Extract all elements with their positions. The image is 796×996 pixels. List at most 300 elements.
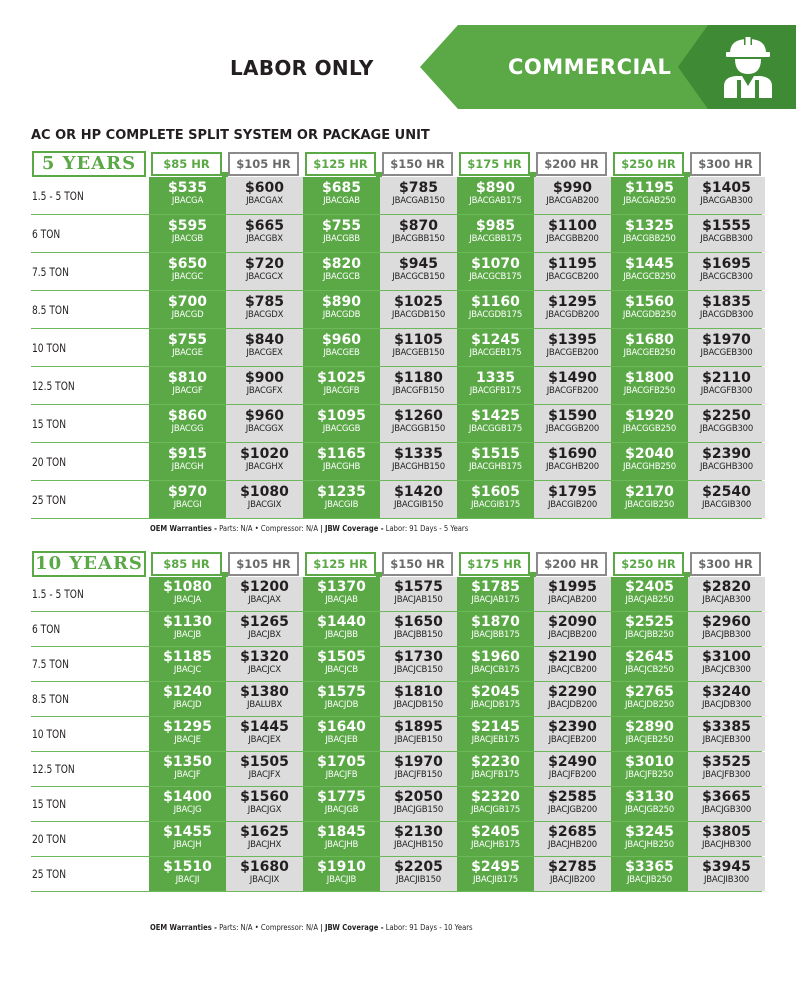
price-value: $1970 bbox=[702, 332, 751, 348]
footnote-separator: | bbox=[320, 923, 323, 932]
price-cell bbox=[380, 647, 457, 681]
plan-code: JBACGCB200 bbox=[546, 272, 599, 282]
plan-code: JBACGAB250 bbox=[623, 196, 676, 206]
plan-code: JBACJC bbox=[173, 665, 202, 675]
plan-code: JBACGDB200 bbox=[545, 310, 600, 320]
price-value: $3240 bbox=[702, 684, 751, 700]
price-value: $1680 bbox=[625, 332, 674, 348]
price-value: $3945 bbox=[702, 859, 751, 875]
price-value: $2110 bbox=[702, 370, 751, 386]
price-cell bbox=[534, 857, 611, 891]
table-row bbox=[31, 481, 762, 519]
price-value: $595 bbox=[168, 218, 207, 234]
price-cell bbox=[226, 253, 303, 290]
unit-size-label: 25 TON bbox=[32, 493, 67, 507]
price-value: $860 bbox=[168, 408, 207, 424]
plan-code: JBACGFB175 bbox=[469, 386, 522, 396]
plan-code: JBACGHX bbox=[245, 462, 284, 472]
plan-code: JBACJFB bbox=[325, 770, 358, 780]
rate-header bbox=[303, 151, 380, 177]
price-cell bbox=[380, 717, 457, 751]
plan-code: JBACJBX bbox=[248, 630, 281, 640]
price-cell bbox=[457, 215, 534, 252]
rate-header bbox=[611, 551, 688, 577]
plan-code: JBACJEB150 bbox=[394, 735, 443, 745]
price-value: $3130 bbox=[625, 789, 674, 805]
unit-size-label: 8.5 TON bbox=[32, 303, 69, 317]
price-value: $1870 bbox=[471, 614, 520, 630]
price-value: $1420 bbox=[394, 484, 443, 500]
price-cell bbox=[688, 177, 765, 214]
price-value: $1295 bbox=[163, 719, 212, 735]
plan-code: JBACJAB150 bbox=[394, 595, 443, 605]
price-value: $1260 bbox=[394, 408, 443, 424]
plan-code: JBACGHB150 bbox=[392, 462, 445, 472]
price-value: $1380 bbox=[240, 684, 289, 700]
price-value: $2785 bbox=[548, 859, 597, 875]
price-value: $970 bbox=[168, 484, 207, 500]
price-value: $755 bbox=[168, 332, 207, 348]
price-cell bbox=[303, 481, 380, 518]
plan-code: JBACJGX bbox=[247, 805, 282, 815]
plan-code: JBACJBB175 bbox=[471, 630, 520, 640]
price-value: $1395 bbox=[548, 332, 597, 348]
price-value: $1960 bbox=[471, 649, 520, 665]
price-value: $1105 bbox=[394, 332, 443, 348]
price-value: $1575 bbox=[317, 684, 366, 700]
term-label: 10 YEARS bbox=[32, 551, 146, 577]
price-cell bbox=[611, 647, 688, 681]
unit-size-label: 15 TON bbox=[32, 417, 67, 431]
price-cell bbox=[688, 253, 765, 290]
price-cell bbox=[303, 443, 380, 480]
plan-code: JBACJBB200 bbox=[548, 630, 597, 640]
price-value: $1265 bbox=[240, 614, 289, 630]
plan-code: JBACJAB bbox=[325, 595, 358, 605]
price-value: $2205 bbox=[394, 859, 443, 875]
plan-code: JBACGIB bbox=[324, 500, 359, 510]
pricing-table-5-years bbox=[31, 151, 762, 519]
plan-code: JBACJAB175 bbox=[471, 595, 520, 605]
rate-header bbox=[534, 551, 611, 577]
price-cell bbox=[303, 367, 380, 404]
plan-code: JBACGDB250 bbox=[622, 310, 677, 320]
price-value: $2320 bbox=[471, 789, 520, 805]
price-cell bbox=[688, 717, 765, 751]
plan-code: JBACGEB300 bbox=[700, 348, 753, 358]
plan-code: JBACGCB300 bbox=[700, 272, 753, 282]
price-cell bbox=[534, 253, 611, 290]
price-value: $1505 bbox=[240, 754, 289, 770]
plan-code: JBACJHB bbox=[324, 840, 359, 850]
price-cell bbox=[457, 177, 534, 214]
plan-code: JBACGIB300 bbox=[701, 500, 752, 510]
price-cell bbox=[457, 717, 534, 751]
price-cell bbox=[380, 291, 457, 328]
price-value: $2540 bbox=[702, 484, 751, 500]
plan-code: JBACJHB200 bbox=[548, 840, 597, 850]
price-cell bbox=[534, 682, 611, 716]
price-cell bbox=[380, 857, 457, 891]
price-cell bbox=[380, 253, 457, 290]
plan-code: JBACJD bbox=[173, 700, 202, 710]
rate-label: $105 HR bbox=[228, 552, 299, 576]
unit-size-label: 6 TON bbox=[32, 622, 61, 636]
price-cell bbox=[457, 857, 534, 891]
price-cell bbox=[688, 329, 765, 366]
rate-header bbox=[688, 151, 765, 177]
plan-code: JBACJDB250 bbox=[624, 700, 675, 710]
price-value: $3245 bbox=[625, 824, 674, 840]
plan-code: JBACJCB150 bbox=[394, 665, 443, 675]
price-cell bbox=[534, 822, 611, 856]
plan-code: JBACGGB bbox=[322, 424, 361, 434]
plan-code: JBACGHB300 bbox=[700, 462, 753, 472]
price-value: $2405 bbox=[625, 579, 674, 595]
price-value: $1070 bbox=[471, 256, 520, 272]
price-value: $2525 bbox=[625, 614, 674, 630]
price-value: $1025 bbox=[317, 370, 366, 386]
price-value: $3525 bbox=[702, 754, 751, 770]
table-row bbox=[31, 405, 762, 443]
rate-header bbox=[534, 151, 611, 177]
price-value: $1080 bbox=[163, 579, 212, 595]
price-cell bbox=[611, 577, 688, 611]
plan-code: JBACJGB300 bbox=[701, 805, 752, 815]
price-cell bbox=[611, 822, 688, 856]
plan-code: JBACJCB bbox=[325, 665, 358, 675]
plan-code: JBACGEX bbox=[246, 348, 283, 358]
price-value: $2230 bbox=[471, 754, 520, 770]
plan-code: JBACJEB175 bbox=[471, 735, 520, 745]
term-label: 5 YEARS bbox=[32, 151, 146, 177]
rate-label: $125 HR bbox=[305, 552, 376, 576]
unit-size-label: 12.5 TON bbox=[32, 379, 75, 393]
price-cell bbox=[149, 822, 226, 856]
price-cell bbox=[688, 822, 765, 856]
price-cell bbox=[303, 253, 380, 290]
price-cell bbox=[611, 857, 688, 891]
price-value: $685 bbox=[322, 180, 361, 196]
price-cell bbox=[688, 443, 765, 480]
plan-code: JBACJIB bbox=[326, 875, 357, 885]
price-value: $1490 bbox=[548, 370, 597, 386]
plan-code: JBACGDX bbox=[245, 310, 284, 320]
plan-code: JBACGIB250 bbox=[624, 500, 675, 510]
price-cell bbox=[457, 787, 534, 821]
plan-code: JBACJIB150 bbox=[395, 875, 441, 885]
price-value: $1245 bbox=[471, 332, 520, 348]
plan-code: JBACJEB bbox=[325, 735, 358, 745]
plan-code: JBACGA bbox=[171, 196, 204, 206]
price-cell bbox=[226, 405, 303, 442]
plan-code: JBACJCB200 bbox=[548, 665, 597, 675]
price-value: $2390 bbox=[702, 446, 751, 462]
price-cell bbox=[534, 405, 611, 442]
price-value: $1695 bbox=[702, 256, 751, 272]
plan-code: JBACGGB150 bbox=[391, 424, 446, 434]
plan-code: JBACJEB200 bbox=[548, 735, 597, 745]
plan-code: JBACJGB175 bbox=[470, 805, 521, 815]
rate-header bbox=[457, 551, 534, 577]
plan-code: JBACGBB175 bbox=[469, 234, 522, 244]
price-value: $1335 bbox=[394, 446, 443, 462]
price-cell bbox=[457, 329, 534, 366]
price-cell bbox=[303, 682, 380, 716]
price-cell bbox=[226, 857, 303, 891]
price-cell bbox=[380, 822, 457, 856]
price-value: $1705 bbox=[317, 754, 366, 770]
price-cell bbox=[226, 682, 303, 716]
price-cell bbox=[149, 177, 226, 214]
price-cell bbox=[149, 682, 226, 716]
unit-size-label: 15 TON bbox=[32, 797, 67, 811]
plan-code: JBACJDB150 bbox=[393, 700, 444, 710]
plan-code: JBACGFB bbox=[323, 386, 360, 396]
plan-code: JBACGCB150 bbox=[392, 272, 445, 282]
price-cell bbox=[380, 787, 457, 821]
price-value: $2190 bbox=[548, 649, 597, 665]
price-cell bbox=[611, 481, 688, 518]
price-value: $2490 bbox=[548, 754, 597, 770]
price-value: $1165 bbox=[317, 446, 366, 462]
price-cell bbox=[688, 682, 765, 716]
price-cell bbox=[149, 253, 226, 290]
plan-code: JBACJHB250 bbox=[625, 840, 674, 850]
price-value: $1440 bbox=[317, 614, 366, 630]
price-cell bbox=[534, 291, 611, 328]
table-row bbox=[31, 822, 762, 857]
plan-code: JBACJBB250 bbox=[625, 630, 674, 640]
price-value: $890 bbox=[476, 180, 515, 196]
unit-size-label: 7.5 TON bbox=[32, 657, 69, 671]
price-value: $2820 bbox=[702, 579, 751, 595]
plan-code: JBACJH bbox=[173, 840, 202, 850]
jbw-coverage-label: JBW Coverage - bbox=[322, 524, 384, 533]
price-value: $1560 bbox=[240, 789, 289, 805]
price-cell bbox=[149, 367, 226, 404]
price-cell bbox=[534, 367, 611, 404]
rate-label: $250 HR bbox=[613, 152, 684, 176]
price-cell bbox=[149, 787, 226, 821]
rate-header bbox=[611, 151, 688, 177]
price-value: $1195 bbox=[625, 180, 674, 196]
price-cell bbox=[303, 612, 380, 646]
plan-code: JBACGF bbox=[172, 386, 203, 396]
table-row bbox=[31, 717, 762, 752]
table-row bbox=[31, 752, 762, 787]
price-cell bbox=[303, 647, 380, 681]
price-value: $1295 bbox=[548, 294, 597, 310]
price-value: $2040 bbox=[625, 446, 674, 462]
price-value: $840 bbox=[245, 332, 284, 348]
price-value: $1800 bbox=[625, 370, 674, 386]
price-value: $1235 bbox=[317, 484, 366, 500]
price-value: $960 bbox=[245, 408, 284, 424]
price-value: $2145 bbox=[471, 719, 520, 735]
price-cell bbox=[303, 329, 380, 366]
price-cell bbox=[149, 481, 226, 518]
price-value: $2290 bbox=[548, 684, 597, 700]
plan-code: JBACGFB250 bbox=[623, 386, 676, 396]
unit-size-label: 8.5 TON bbox=[32, 692, 69, 706]
rate-label: $105 HR bbox=[228, 152, 299, 176]
price-value: $1625 bbox=[240, 824, 289, 840]
rate-header bbox=[380, 151, 457, 177]
price-value: $1325 bbox=[625, 218, 674, 234]
plan-code: JBACGGX bbox=[245, 424, 284, 434]
rate-header bbox=[149, 151, 226, 177]
table-row bbox=[31, 367, 762, 405]
plan-code: JBACJEB250 bbox=[625, 735, 674, 745]
price-value: $2405 bbox=[471, 824, 520, 840]
price-cell bbox=[303, 752, 380, 786]
price-value: $870 bbox=[399, 218, 438, 234]
price-cell bbox=[611, 787, 688, 821]
price-value: $1515 bbox=[471, 446, 520, 462]
plan-code: JBACGDB bbox=[322, 310, 361, 320]
price-value: $2685 bbox=[548, 824, 597, 840]
plan-code: JBACJFB200 bbox=[548, 770, 597, 780]
price-cell bbox=[457, 752, 534, 786]
table-row bbox=[31, 787, 762, 822]
plan-code: JBACGBX bbox=[246, 234, 283, 244]
price-cell bbox=[457, 822, 534, 856]
plan-code: JBACGFX bbox=[246, 386, 283, 396]
price-cell bbox=[303, 291, 380, 328]
price-cell bbox=[611, 329, 688, 366]
plan-code: JBACGIB175 bbox=[470, 500, 521, 510]
unit-size-label: 10 TON bbox=[32, 727, 67, 741]
price-value: $2585 bbox=[548, 789, 597, 805]
plan-code: JBACJEB300 bbox=[702, 735, 751, 745]
price-cell bbox=[534, 215, 611, 252]
price-value: $2045 bbox=[471, 684, 520, 700]
price-value: $1425 bbox=[471, 408, 520, 424]
plan-code: JBACGHB bbox=[322, 462, 361, 472]
plan-code: JBACJGB200 bbox=[547, 805, 598, 815]
price-value: $1970 bbox=[394, 754, 443, 770]
table-header-row bbox=[31, 151, 762, 177]
price-value: $1100 bbox=[548, 218, 597, 234]
plan-code: JBACGB bbox=[171, 234, 204, 244]
plan-code: JBACJCB175 bbox=[471, 665, 520, 675]
plan-code: JBACJDB175 bbox=[470, 700, 521, 710]
price-value: $3010 bbox=[625, 754, 674, 770]
price-value: 1335 bbox=[476, 370, 515, 386]
price-cell bbox=[457, 291, 534, 328]
plan-code: JBACJB bbox=[173, 630, 202, 640]
price-cell bbox=[226, 612, 303, 646]
rate-label: $200 HR bbox=[536, 552, 607, 576]
table-row bbox=[31, 647, 762, 682]
unit-size-label: 1.5 - 5 TON bbox=[32, 587, 84, 601]
price-value: $890 bbox=[322, 294, 361, 310]
table-row bbox=[31, 612, 762, 647]
plan-code: JBACGBB300 bbox=[700, 234, 753, 244]
table-row bbox=[31, 682, 762, 717]
price-value: $3365 bbox=[625, 859, 674, 875]
table-row bbox=[31, 253, 762, 291]
plan-code: JBACJF bbox=[174, 770, 201, 780]
plan-code: JBACJFB150 bbox=[394, 770, 443, 780]
plan-code: JBACGFB300 bbox=[700, 386, 753, 396]
plan-code: JBACGGB250 bbox=[622, 424, 677, 434]
price-value: $1785 bbox=[471, 579, 520, 595]
price-value: $2130 bbox=[394, 824, 443, 840]
price-cell bbox=[534, 329, 611, 366]
price-value: $785 bbox=[399, 180, 438, 196]
price-cell bbox=[611, 443, 688, 480]
unit-size-label: 1.5 - 5 TON bbox=[32, 189, 84, 203]
price-cell bbox=[226, 647, 303, 681]
plan-code: JBACJGB150 bbox=[393, 805, 444, 815]
plan-code: JBACJDB200 bbox=[547, 700, 598, 710]
price-cell bbox=[611, 405, 688, 442]
price-cell bbox=[534, 787, 611, 821]
price-value: $2390 bbox=[548, 719, 597, 735]
price-value: $2645 bbox=[625, 649, 674, 665]
price-value: $1405 bbox=[702, 180, 751, 196]
price-cell bbox=[688, 367, 765, 404]
price-cell bbox=[149, 215, 226, 252]
plan-code: JBACJIX bbox=[249, 875, 280, 885]
plan-code: JBACJGB bbox=[324, 805, 359, 815]
price-value: $1995 bbox=[548, 579, 597, 595]
plan-code: JBACGCB250 bbox=[623, 272, 676, 282]
price-cell bbox=[688, 612, 765, 646]
price-cell bbox=[380, 405, 457, 442]
price-value: $1640 bbox=[317, 719, 366, 735]
price-cell bbox=[534, 612, 611, 646]
price-cell bbox=[303, 717, 380, 751]
warranty-footnote bbox=[150, 524, 468, 533]
rate-header bbox=[149, 551, 226, 577]
price-value: $1020 bbox=[240, 446, 289, 462]
plan-code: JBACGCB175 bbox=[469, 272, 522, 282]
price-value: $810 bbox=[168, 370, 207, 386]
price-cell bbox=[149, 647, 226, 681]
price-value: $1920 bbox=[625, 408, 674, 424]
price-value: $2890 bbox=[625, 719, 674, 735]
price-value: $1680 bbox=[240, 859, 289, 875]
plan-code: JBACJHX bbox=[247, 840, 282, 850]
price-cell bbox=[303, 577, 380, 611]
table-row bbox=[31, 329, 762, 367]
plan-code: JBACJAB200 bbox=[548, 595, 597, 605]
price-value: $1605 bbox=[471, 484, 520, 500]
price-cell bbox=[688, 857, 765, 891]
unit-size-label: 12.5 TON bbox=[32, 762, 75, 776]
rate-header bbox=[303, 551, 380, 577]
plan-code: JBACGEB175 bbox=[469, 348, 522, 358]
price-cell bbox=[611, 612, 688, 646]
price-value: $1560 bbox=[625, 294, 674, 310]
price-cell bbox=[688, 752, 765, 786]
plan-code: JBACJHB175 bbox=[471, 840, 520, 850]
price-value: $3100 bbox=[702, 649, 751, 665]
jbw-coverage-label: JBW Coverage - bbox=[322, 923, 384, 932]
price-value: $720 bbox=[245, 256, 284, 272]
unit-size-label: 6 TON bbox=[32, 227, 61, 241]
price-cell bbox=[226, 752, 303, 786]
price-cell bbox=[534, 481, 611, 518]
price-cell bbox=[226, 443, 303, 480]
price-value: $600 bbox=[245, 180, 284, 196]
plan-code: JBACJG bbox=[173, 805, 202, 815]
price-cell bbox=[534, 577, 611, 611]
warranty-footnote bbox=[150, 923, 473, 932]
